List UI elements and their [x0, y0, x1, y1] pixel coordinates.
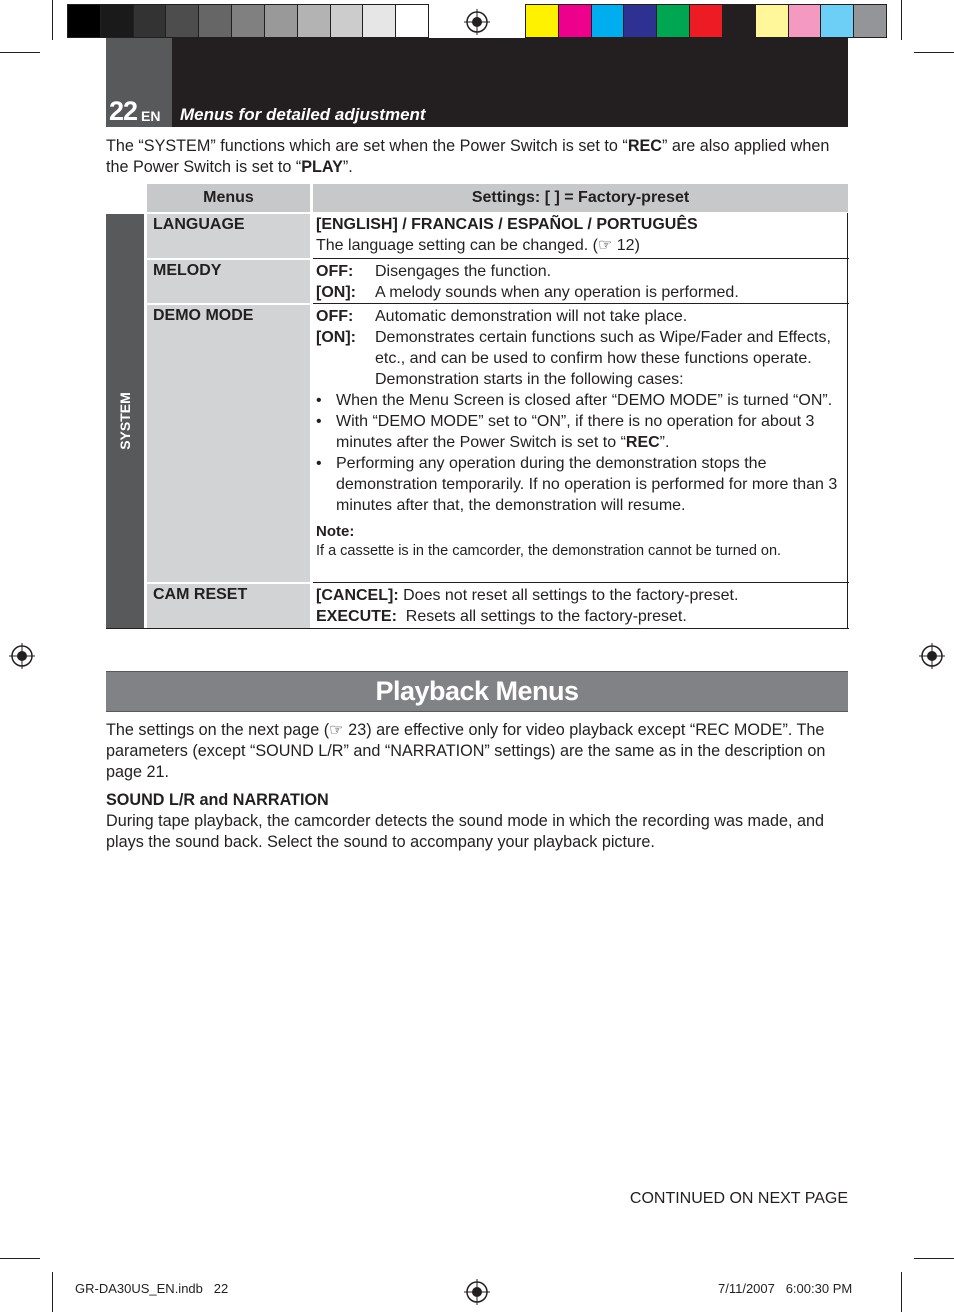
note-text: If a cassette is in the camcorder, the demonstration cannot be turned on. [316, 543, 782, 559]
calibration-swatch [592, 5, 625, 37]
row-divider [313, 303, 849, 304]
language-description: The language setting can be changed. (☞ 12) [316, 237, 640, 254]
page-number: 22 [109, 96, 138, 126]
calibration-swatch [821, 5, 854, 37]
menu-language: LANGUAGE [147, 214, 310, 258]
note-title: Note: [316, 523, 355, 540]
registration-mark-icon [9, 643, 35, 669]
demo-off-row: OFF: Automatic demonstration will not take place. [316, 308, 688, 325]
continued-label: CONTINUED ON NEXT PAGE [629, 1190, 848, 1207]
crop-mark [0, 52, 40, 53]
calibration-swatch [789, 5, 822, 37]
language-code: EN [141, 108, 161, 124]
section-title: Menus for detailed adjustment [180, 105, 426, 124]
cam-reset-cancel-row: [CANCEL]: Does not reset all settings to the factory-preset. [316, 587, 739, 604]
calibration-swatch [624, 5, 657, 37]
registration-mark-icon [464, 9, 490, 35]
row-divider [313, 582, 849, 583]
calibration-swatch [657, 5, 690, 37]
calibration-swatch [526, 5, 559, 37]
demo-bullet-2: • With “DEMO MODE” set to “ON”, if there is no operation for about 3 minutes after the Power Switch is set to “REC”. [316, 413, 815, 451]
calibration-swatch [265, 5, 298, 37]
demo-on-row: [ON]: Demonstrates certain functions such as Wipe/Fader and Effects, etc., and can be used to confirm how these functions operate. Demonstration starts in the following cases: [316, 329, 831, 388]
row-divider [313, 258, 849, 259]
footer-file-info: GR-DA30US_EN.indb 22 [75, 1281, 229, 1296]
playback-paragraph: The settings on the next page (☞ 23) are effective only for video playback except “REC MODE”. The parameters (except “SOUND L/R” and “NARRATION” settings) are the same as in the description on page 21. [106, 721, 826, 781]
calibration-swatch [101, 5, 134, 37]
playback-menus-banner [106, 671, 848, 712]
demo-bullet-1: • When the Menu Screen is closed after “DEMO MODE” is turned “ON”. [316, 392, 833, 409]
table-bottom-border [106, 628, 849, 629]
registration-mark-icon [464, 1279, 490, 1305]
calibration-swatch [363, 5, 396, 37]
crop-mark [901, 0, 902, 40]
calibration-swatch [396, 5, 428, 37]
settings-cam-reset [313, 585, 848, 627]
color-calibration-bar [525, 4, 887, 38]
sound-narration-paragraph: During tape playback, the camcorder detects the sound mode in which the recording was made, and plays the sound back. Select the sound to accompany your playback picture. [106, 812, 825, 851]
language-options: [ENGLISH] / FRANCAIS / ESPAÑOL / PORTUGUÊS [316, 216, 698, 233]
crop-mark [914, 1258, 954, 1259]
crop-mark [914, 52, 954, 53]
playback-menus-title: Playback Menus [375, 676, 579, 706]
calibration-swatch [68, 5, 101, 37]
demo-bullet-3: • Performing any operation during the demonstration stops the demonstration temporarily. If no operation is performed for more than 3 minutes after that, the demonstration will resume. [316, 455, 838, 514]
calibration-swatch [331, 5, 364, 37]
calibration-swatch [690, 5, 723, 37]
calibration-swatch [298, 5, 331, 37]
system-group-label: SYSTEM [117, 392, 134, 450]
settings-language [313, 214, 848, 256]
calibration-swatch [199, 5, 232, 37]
settings-melody [313, 261, 848, 303]
calibration-swatch [559, 5, 592, 37]
calibration-swatch [166, 5, 199, 37]
cam-reset-execute-row: EXECUTE: Resets all settings to the factory-preset. [316, 608, 687, 625]
crop-mark [52, 0, 53, 40]
grayscale-calibration-bar [67, 4, 429, 38]
registration-mark-icon [919, 643, 945, 669]
menu-melody: MELODY [147, 260, 310, 303]
reference-icon: ☞ [329, 721, 344, 739]
table-header-settings: Settings: [ ] = Factory-preset [313, 184, 848, 212]
calibration-swatch [232, 5, 265, 37]
table-header-menus: Menus [147, 184, 310, 212]
crop-mark [52, 1272, 53, 1312]
settings-demo-mode [313, 306, 848, 561]
calibration-swatch [134, 5, 167, 37]
menu-demo-mode: DEMO MODE [147, 305, 310, 582]
footer-date-info: 7/11/2007 6:00:30 PM [718, 1281, 853, 1296]
melody-off-row: OFF: Disengages the function. [316, 263, 552, 280]
intro-paragraph: The “SYSTEM” functions which are set when the Power Switch is set to “REC” are also applied when the Power Switch is set to “PLAY”. [106, 137, 830, 176]
melody-on-row: [ON]: A melody sounds when any operation is performed. [316, 284, 739, 301]
calibration-swatch [723, 5, 756, 37]
calibration-swatch [854, 5, 886, 37]
sound-narration-heading: SOUND L/R and NARRATION [106, 791, 329, 809]
crop-mark [0, 1258, 40, 1259]
calibration-swatch [756, 5, 789, 37]
menu-cam-reset: CAM RESET [147, 584, 310, 628]
crop-mark [901, 1272, 902, 1312]
reference-icon: ☞ [597, 237, 613, 254]
